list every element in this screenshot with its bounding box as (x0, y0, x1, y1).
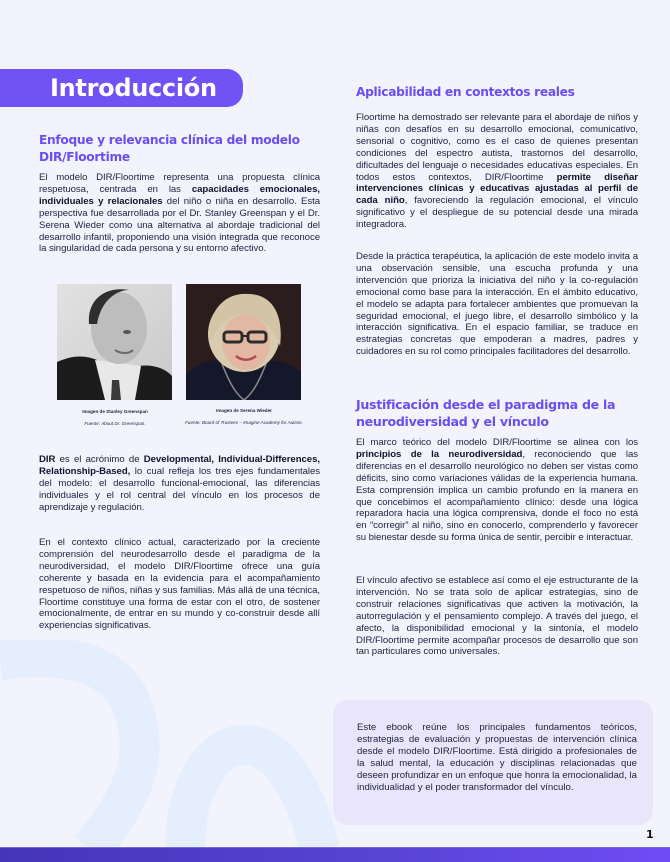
paragraph-practica-terapeutica: Desde la práctica terapéutica, la aplicación de este modelo invita a una observación sensible, una escucha profunda y una intervención que prioriza la iniciativa del niño y la co-regulación emocional como base para la interacción. En el ámbito educativo, el modelo se adapta para fortalecer ambientes que promuevan la seguridad emocional, el juego libre, el desarrollo simbólico y la interacción significativa. En el espacio familiar, se traduce en estrategias concretas que empoderan a madres, padres y cuidadores en su rol como principales facilitadores del desarrollo. (356, 251, 638, 358)
ebook-summary-callout (333, 700, 653, 825)
page-title: Introducción (50, 74, 217, 102)
caption-title: Imagen de Serena Wieder (216, 408, 272, 413)
emphasis-capacidades: capacidades emocionales, individuales y relacionales (39, 183, 320, 207)
footer-bar (0, 847, 670, 862)
caption-title: Imagen de Stanley Greenspan (82, 409, 148, 414)
photo-caption-wieder (179, 408, 309, 426)
paragraph-dir-acronym: DIR es el acrónimo de Developmental, Individual-Differences, Relationship-Based, lo cual refleja los tres ejes fundamentales del modelo: el desarrollo funcional-emocional, las diferencias individuales y el rol central del vínculo en los procesos de aprendizaje y regulación. (39, 454, 320, 513)
watermark-curve-right (185, 745, 320, 850)
heading-aplicabilidad: Aplicabilidad en contextos reales (356, 85, 575, 99)
emphasis-neurodiversidad: principios de la neurodiversidad (356, 448, 523, 460)
caption-source: Fuente: Board of Trustees – Imagine Academy for Autism. (185, 420, 303, 425)
page-number: 1 (646, 828, 654, 841)
paragraph-aplicabilidad: Floortime ha demostrado ser relevante para el abordaje de niños y niñas con desafíos en su desarrollo emocional, comunicativo, sensorial o cognitivo, como es el caso de quienes presentan condiciones del espectro autista, trastornos del desarrollo, dificultades del lenguaje o necesidades educativas especiales. En todos estos contextos, DIR/Floortime permite diseñar intervenciones clínicas y educativas ajustadas al perfil de cada niño, favoreciendo la regulación emocional, el vínculo significativo y el despliegue de su potencial desde una mirada integradora. (356, 112, 638, 231)
heading-justificacion: Justificación desde el paradigma de la neurodiversidad y el vínculo (356, 397, 616, 429)
paragraph-vinculo-afectivo: El vínculo afectivo se establece así como el eje estructurante de la intervención. No se trata solo de aplicar estrategias, sino de construir relaciones significativas que activen la motivación, la autorregulación y el pensamiento complejo. A través del juego, el afecto, la disponibilidad emocional y la sintonía, el modelo DIR/Floortime permite acompañar procesos de desarrollo que son tan particulares como universales. (356, 575, 638, 658)
portrait-man-icon (57, 284, 172, 400)
heading-enfoque: Enfoque y relevancia clínica del modelo DIR/Floortime (39, 133, 300, 164)
emphasis-intervenciones: permite diseñar intervenciones clínicas y educativas ajustadas al perfil de cada niño (356, 171, 638, 207)
portrait-woman-icon (186, 284, 301, 400)
photo-stanley-greenspan (57, 284, 172, 400)
paragraph-clinical-context: En el contexto clínico actual, caracterizado por la creciente comprensión del neurodesarrollo desde el paradigma de la neurodiversidad, el modelo DIR/Floortime ofrece una guía coherente y basada en la evidencia para el acompañamiento respetuoso de niños, niñas y sus familias. Más allá de una técnica, Floortime constituye una forma de estar con el otro, de sostener emocionalmente, de entrar en su mundo y co-construir desde allí experiencias significativas. (39, 537, 320, 632)
watermark-curve-left (0, 657, 140, 850)
paragraph-neurodiversidad: El marco teórico del modelo DIR/Floortime se alinea con los principios de la neurodiversidad, reconociendo que las diferencias en el desarrollo neurológico no deben ser vistas como déficits, sino como variaciones válidas de la experiencia humana. Esta comprensión implica un cambio profundo en la manera en que concebimos el acompañamiento clínico: desde una lógica reparadora hacia una lógica comprensiva, donde el foco no está en “corregir” al niño, sino en conocerlo, comprenderlo y favorecer su bienestar desde su forma única de sentir, percibir e interactuar. (356, 437, 639, 544)
callout-text: Este ebook reúne los principales fundamentos teóricos, estrategias de evaluación y propuestas de intervención clínica desde el modelo DIR/Floortime. Está dirigido a profesionales de la salud mental, la educación y disciplinas relacionadas que deseen profundizar en un enfoque que honra la emocionalidad, la individualidad y el poder transformador del vínculo. (357, 722, 637, 793)
photo-serena-wieder (186, 284, 301, 400)
caption-source: Fuente: About Dr. Greenspan. (84, 421, 146, 426)
photo-caption-greenspan (50, 409, 180, 427)
paragraph-intro: El modelo DIR/Floortime representa una propuesta clínica respetuosa, centrada en las capacidades emocionales, individuales y relacionales del niño o niña en desarrollo. Esta perspectiva fue desarrollada por el Dr. Stanley Greenspan y el Dr. Serena Wieder como una alternativa al abordaje tradicional del desarrollo infantil, proponiendo una visión integrada que reconoce la singularidad de cada persona y su entorno afectivo. (39, 172, 320, 255)
background-watermark-curves (0, 640, 340, 850)
section-title-banner (0, 69, 243, 107)
